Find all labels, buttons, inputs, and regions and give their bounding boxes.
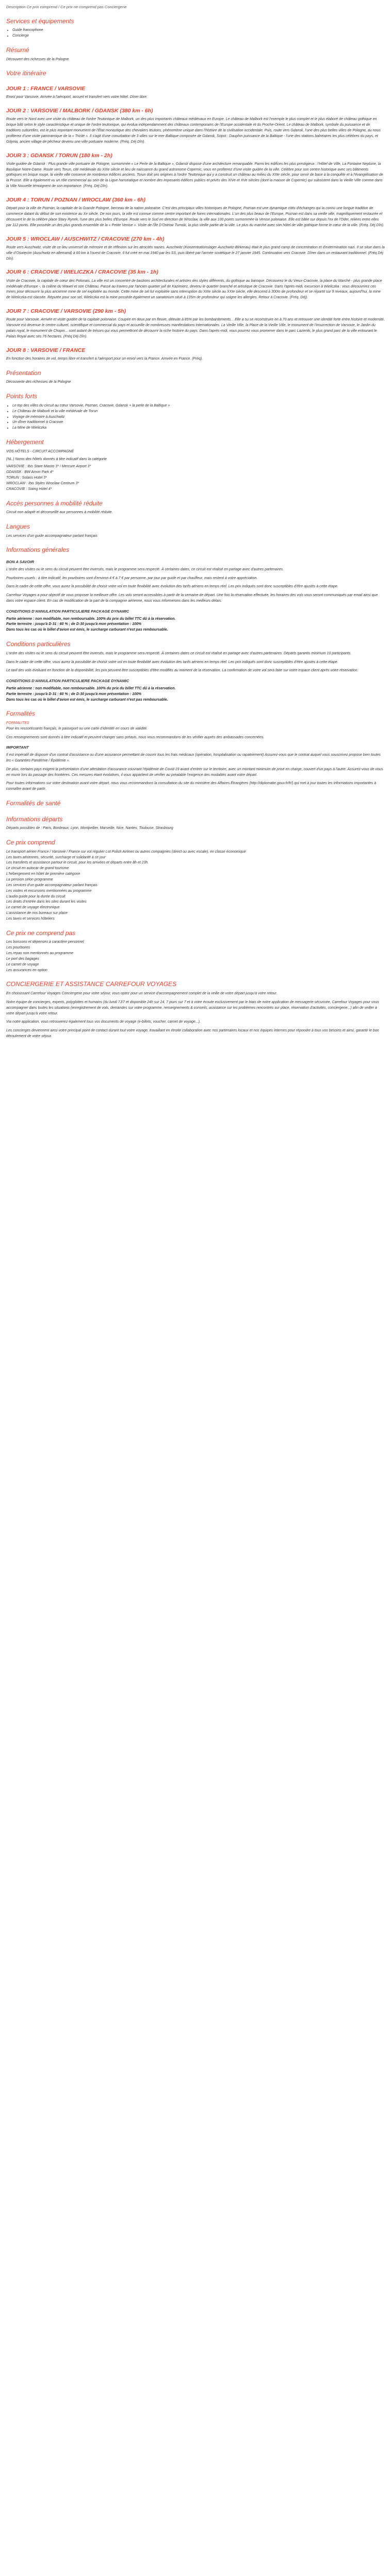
day-title: JOUR 1 : FRANCE / VARSOVIE (6, 85, 86, 92)
conditions-title: Conditions particulières (6, 640, 71, 648)
languages-title: Langues (6, 523, 30, 531)
departure-text: Départs possibles de : Paris, Bordeaux, Lyon, Montpellier, Marseille, Nice, Nantes, Toulouse, Strasbourg (6, 826, 173, 831)
concierge-paragraph: Via notre application, vous retrouverez également tous vos documents de voyage (e-billets, voucher, carnet de voyage...). (6, 1020, 201, 1024)
lodging-list (6, 464, 385, 492)
day-text: Route vers Auschwitz, visite de ce lieu universel de mémoire et de réflexion sur les atrocités nazies. Auschwitz (Konzentrationslager Auschwitz-Birkenau) était le plus grand camp de concentration et d'extermination nazi. Il se situe dans la ville d'Oświęcim (Auschwitz en allemand) à 60 km à l'ouest de Cracovie. Il fut créé en mai 1940 par les SS, puis libéré par l'armée soviétique le 27 janvier 1945. Continuation vers Cracovie. Dîner dans un restaurant traditionnel. (Fréq Déj Dîn). (6, 245, 385, 261)
cancel-line: Partie aérienne : non modifiable, non remboursable. 100% du prix du billet TTC dû à la réservation. (6, 617, 176, 621)
itinerary-day (6, 196, 385, 229)
resume-text: Découvert des richesses de la Pologne (6, 57, 69, 61)
breadcrumb: Description Ce prix comprend / Ce prix ne comprend pas Conciergerie (6, 5, 127, 9)
itinerary-day (6, 235, 385, 262)
list-item: Les taxes et services hôteliers (6, 917, 55, 921)
day-text: Visite guidée de Gdansk : Plus grande ville portuaire de Pologne, surnommée « Le Perle de la Baltique », Gdansk dispose d'une architecture remarquable. Parmi les édifices les plus prestigieux : l'Hôtel de Ville, La Fontaine Neptune, la Basilique Notre-Dame. Route vers Torun, cité médiévale du XIIIe siècle et lieu de naissance du grand astronome Copernic, vous en profiterez d'une visite guidée de la ville. Célèbre pour son centre historique avec ses bâtiments gothiques en brique rouge, la vieille ville conserve de nombreux édifices anciens. Torun doit ses origines à l'ordre Teutonique qui y a construit un château au milieu du XIIIe siècle, pour servir de base à la conquête et à l'évangélisation de la Prusse. Elle a également vu un rôle commercial au sein de la Ligue hanséatique et nombre des imposants édifices publics et privés des XIVe et XVe siècles (dont la maison de Copernic) qui subsistent dans la Vieille Ville comme dans la Ville Nouvelle témoignent de son importance. (Fréq. Déj Dîn). (6, 162, 383, 189)
list-item: TORUN : Solaris Hotel 3* (6, 476, 47, 480)
day-title: JOUR 8 : VARSOVIE / FRANCE (6, 347, 86, 353)
concierge-title: CONCIERGERIE ET ASSISTANCE CARREFOUR VOYAGES (6, 980, 177, 988)
day-title: JOUR 4 : TORUN / POZNAN / WROCLAW (360 km - 6h) (6, 197, 145, 204)
not-included-list (6, 940, 385, 973)
day-title: JOUR 3 : GDANSK / TORUN (180 km - 2h) (6, 152, 112, 159)
cancel-line: Dans tous les cas où le billet d'avion est émis, le surcharge carburant n'est pas remboursable. (6, 698, 168, 702)
itinerary-day (6, 346, 385, 362)
services-title: Services et équipements (6, 17, 74, 25)
general-info-subtitle: BON A SAVOIR (6, 560, 34, 565)
important-paragraph: Il est impératif de disposer d'un contrat d'assistance ou d'une assurance permettant de couvrir tous les frais médicaux (opération, hospitalisation ou rapatriement) Assurez-vous que le contrat auquel vous souscrivez propose bien toutes les « Garanties Pandémie / Épidémie ». (6, 753, 381, 762)
access-text: Circuit non adapté et déconseillé aux personnes à mobilité réduite. (6, 511, 113, 515)
itinerary-title: Votre itinéraire (6, 70, 46, 77)
highlights-list (6, 403, 385, 431)
formalities-paragraph: Pour les ressortissants français, le passeport ou une carte d'identité en cours de validité. (6, 726, 148, 731)
formalities-title: Formalités (6, 710, 36, 718)
not-included-title: Ce prix ne comprend pas (6, 929, 76, 937)
list-item: La pension selon programme (6, 878, 53, 882)
highlights-title: Points forts (6, 393, 38, 400)
itinerary-day (6, 151, 385, 190)
cancel-title: CONDITIONS D'ANNULATION PARTICULIERE PACKAGE DYNAMIC (6, 679, 129, 684)
departure-title: Informations départs (6, 815, 63, 823)
general-info-paragraph: Dans le cadre de cette offre, vous aurez la possibilité de choisir votre vol en toute flexibilité avec évolution des tarifs aériens en temps réel. Les prix indiqués sont donc susceptibles d'être ajustés à cette étape. (6, 585, 338, 589)
list-item: Le circuit en autocar de grand tourisme (6, 867, 69, 871)
access-title: Accès personnes à mobilité réduite (6, 499, 103, 507)
list-item: • Un dîner traditionnel à Cracovie (12, 420, 385, 426)
itinerary-day (6, 84, 385, 100)
presentation-text: Découverte des richesses de la Pologne (6, 380, 71, 384)
list-item: • Concierge (12, 33, 385, 39)
included-list (6, 850, 385, 922)
cancel-line: Partie terrestre : jusqu'à D-31 : 60 % ; de D-30 jusqu'à mon présentation : 100% (6, 622, 142, 626)
general-info-title: Informations générales (6, 546, 70, 554)
list-item: Le port des bagages (6, 957, 39, 961)
cancel-line: Partie aérienne : non modifiable, non remboursable. 100% du prix du billet TTC dû à la réservation. (6, 686, 176, 690)
page (0, 0, 391, 1053)
list-item: WROCLAW : Ibis Styles Wroclaw Centrum 3* (6, 481, 79, 485)
health-title: Formalités de santé (6, 800, 61, 807)
list-item: Les services d'un guide accompagnateur parlant français (6, 883, 97, 887)
formalities-paragraph: Ces renseignements sont donnés à titre indicatif et peuvent changer sans préavis, nous vous recommandons de les vérifier auprès des ambassades concernées. (6, 735, 265, 739)
concierge-paragraph: Notre équipe de concierges, experts, polyglottes et humains (du lundi 7J/7 et disponible 24h sur 24, 7 jours sur 7 et à votre écoute exclusivement par le biais de notre application de messagerie sécurisée, Carrefour Voyages pour vous accompagner dans toutes les situations (enregistrement de vols, demandes sur votre programme, renseignements & conseils, assistance sur les problèmes rencontrés sur place, réservation d'activités, conciergerie...) afin de veiller à votre départ jusqu'à votre retour. (6, 1000, 379, 1015)
resume-title: Résumé (6, 46, 29, 54)
conditions-paragraph: L'ordre des visites ou le sens du circuit peuvent être inversés, mais le programme sera respecté. À certaines dates ce circuit est réalisé en partage avec d'autres partenaires. Départs garantis minimum 10 participants. (6, 651, 352, 655)
list-item: Le carnet de voyage électronique (6, 906, 60, 910)
general-info-paragraph: Carrefour Voyages a pour objectif de vous proposer la meilleure offre. Les vols seront accessibles à partir de la semaine de départ. Une fois la réservation effectuée, les horaires des vols vous seront communiqués par email ainsi que dans votre espace client. En cas de modification de la part de la compagnie aérienne, nous vous informerons dans les meilleurs délais. (6, 594, 378, 603)
cancel-line: Partie terrestre : jusqu'à D-31 : 60 % ; de D-30 jusqu'à mon présentation : 100% (6, 692, 142, 696)
list-item: GDANSK : BW Amon Park 4* (6, 470, 54, 474)
languages-text: Les services d'un guide accompagnateur parlant français (6, 534, 97, 538)
conditions-paragraph: Le tarif des vols évoluant en fonction de la disponibilité, les prix peuvent être susceptibles d'être modifiés au moment de la réservation. La confirmation de votre vol sera faite sur votre espace client après votre réservation. (6, 669, 359, 673)
concierge-paragraph: Les concierges deviennent ainsi votre principal point de contact durant tout votre voyage, travaillant en étroite collaboration avec nos partenaires locaux et nos équipes internes pour répondre à tous vos besoins et ainsi, garantir le bon déroulement de votre séjour. (6, 1029, 379, 1039)
list-item: Les transferts et assistance partout le circuit, pour les arrivées et départs entre 8h et 23h. (6, 861, 149, 865)
day-text: Route pour Varsovie. Arrivée et visite guidée de la capitale polonaise. Coupée en deux par en fleuve, détruite à 85% par les bombardements... Elle a su se reconstruire en à 70 ans et retrouver une identité forte entre histoire et modernité. Varsovie est devenue le centre culturel, scientifique et commercial du pays et accueille de nombreuses manifestations internationales. La Vieille Ville, la Place de la Vieille Ville, le monument de l'Insurrection de Varsovie, le Jardin du palais royal, le monument de Chopin... sont autant de trésors qui vous permettront de découvrir la riche histoire du pays. Dans l'après-midi, vous pourrez vous promener dans le parc Lazienki, le plus grand parc de la ville entourant le Palais Royal avec ses 76 hectares. (Fréq Déj Dîn). (6, 318, 385, 338)
list-item: • Guide francophone (12, 28, 385, 33)
list-item: • Le Château de Malbork et la ville médiévale de Torun (12, 409, 385, 415)
presentation-title: Présentation (6, 369, 41, 377)
day-text: Envol pour Varsovie. Arrivée à l'aéroport, accueil et transfert vers votre hôtel. Dîner libre. (6, 95, 148, 99)
lodging-title: Hébergement (6, 438, 44, 446)
cancel-title: CONDITIONS D'ANNULATION PARTICULIERE PACKAGE DYNAMIC (6, 608, 129, 614)
list-item: Les boissons et dépenses à caractère personnel (6, 940, 84, 944)
list-item: L'assistance de nos bureaux sur place (6, 911, 68, 916)
cancel-line: Dans tous les cas où le billet d'avion est émis, le surcharge carburant n'est pas remboursable. (6, 628, 168, 632)
list-item: • Le top des villes du circuit au cœur Varsovie, Poznan, Cracovie, Gdansk + la perle de la Baltique » (12, 403, 385, 409)
itinerary-day (6, 268, 385, 301)
itinerary-day (6, 307, 385, 340)
day-text: Route vers le Nord avec une visite du château de l'ordre Teutonique de Malbork, un des plus importants châteaux médiévaux en Europe. Le château de Malbork est l'exemple le plus complet et le plus élaboré de château gothique en brique bâti selon le style caractéristique et unique de l'ordre teutonique, qui évolua indépendamment des châteaux contemporains de l'Europe occidentale et du Proche-Orient. Le château de Malbork, symbole du puissance et de traditions culturelles, est le plus important monument de l'État monastique des chevaliers teutons, phénomène unique dans l'histoire de la civilisation occidentale. Puis, route vers Gdansk, l'une des plus belles villes de Pologne, au nous profiterez d'une visite panoramique de la « Tricité ». Il s'agit d'une conurbation de 3 villes sur le mer Baltique composée de Gdansk, Sopot : Dauphin puissance de la Baltique - l'une des stations balnéaires les plus célèbres du pays, et Gdynia, ancien village de pêcheur devenu une ville portuaire moderne. (Fréq. Déj Dîn). (6, 117, 381, 144)
concierge-paragraph: En choisissant Carrefour Voyages Conciergerie pour votre séjour, vous optez pour un service d'accompagnement complet de la veille de votre départ jusqu'à votre retour. (6, 992, 278, 995)
formalities-label: FORMALITES (6, 721, 29, 725)
day-title: JOUR 7 : CRACOVIE / VARSOVIE (290 km - 5h) (6, 308, 126, 315)
list-item: Les droits d'entrée dans les sites durant les visites (6, 900, 87, 904)
list-item: Les pourboires (6, 946, 30, 950)
list-item: Le carnet de voyage (6, 962, 39, 967)
lodging-note: (NL.) Noms des hôtels donnés à titre indicatif dans la catégorie (6, 457, 107, 461)
list-item: L'audio guide pour la durée du circuit (6, 894, 66, 899)
day-title: JOUR 6 : CRACOVIE / WIELICZKA / CRACOVIE (35 km - 1h) (6, 269, 158, 276)
list-item: CRACOVIE : Swing Hotel 4* (6, 487, 52, 491)
list-item: Les taxes aériennes, sécurité, surcharge et solidarité à ce jour (6, 855, 106, 859)
list-item: Les repas non mentionnés au programme (6, 952, 73, 956)
list-item: • La Mine de Wieliczka (12, 426, 385, 431)
important-title: IMPORTANT (6, 745, 29, 750)
list-item: VARSOVIE : Ibis Stare Miasto 3* / Mercure Airport 3* (6, 465, 91, 469)
day-text: En fonction des horaires de vol, temps libre et transfert à l'aéroport pour un envol vers la France. Arrivée en France. (Fréq). (6, 357, 203, 361)
list-item: Les visites et excursions mentionnées au programme (6, 889, 92, 893)
included-title: Ce prix comprend (6, 839, 55, 846)
services-list (6, 28, 385, 39)
general-info-paragraph: Pourboires usuels : à titre indicatif, les pourboires sont d'environ 4 € à 7 € par personne, par jour par guide et par chauffeur, mais restent à votre appréciation. (6, 576, 258, 580)
important-paragraph: Pour toutes informations sur votre destination avant votre départ, nous vous recommandons la consultation du site du ministère des Affaires Étrangères (http://diplomatie.gouv.fr/fr/) qui met à jour toutes les informations importantes à connaître avant de partir. (6, 782, 377, 791)
day-text: Départ pour la ville de Poznan, la capitale de la Grande Pologne, berceau de la nation polonaise. C'est des principaux villes historiques de Pologne, Poznan est une dynamique cités d'échanges qui la connu une longue tradition de commerce datant du début de son existence au Xe siècle. De nos jours, la ville est connue comme centre important de foires internationales. L'un des plus beaux de l'Europe, Poznan est dans sa vieille ville, magnifiquement restaurée et découvert le de la célèbre place Stary Rynek, l'une des plus belles d'Europe. Route vers le Sud en direction de Wroclaw, la ville aux 100 points surnommée la Venise polonaise. Elle est bâtie sur depuis l'ex de l'Oder, reliées entre elles par 112 ponts. Elle possède un des plus grands ensemble de la « Petite Venise ». Visite de l'Île D'Ostrow Tumski, la plus vieille partie de la ville. Le plus du marché avec son hôtel de ville gothique forme le cœur de la ville. (Fréq. Déj Dîn). (6, 207, 384, 227)
day-title: JOUR 5 : WROCLAW / AUSCHWITZ / CRACOVIE (270 km - 4h) (6, 235, 165, 242)
list-item: • Voyage de mémoire à Auschwitz (12, 415, 385, 420)
day-title: JOUR 2 : VARSOVIE / MALBORK / GDANSK (380 km - 6h) (6, 108, 153, 114)
list-item: Les assurances en option (6, 968, 47, 972)
lodging-intro: VOS HÔTELS - CIRCUIT ACCOMPAGNÉ (6, 449, 74, 453)
conditions-paragraph: Dans le cadre de cette offre, vous aurez la possibilité de choisir votre vol en toute flexibilité avec évolution des tarifs aériens en temps réel. Les prix indiqués sont donc susceptibles d'être ajustés à cette étape. (6, 660, 338, 664)
general-info-paragraph: L'ordre des visites ou le sens du circuit peuvent être inversés, mais le programme sera respecté. À certaines dates, ce circuit est réalisé en partage avec d'autres partenaires. (6, 567, 284, 571)
important-paragraph: De plus, certains pays exigent la présentation d'une attestation d'assurance couvrant l'épidémie de Covid-19 avant d'entrer sur le territoire, avec un montant minimum de prise en charge, couvert d'un pays à l'autre. Assurez-vous de vous en munir lors du passage des frontières. Ces mesures étant évolutives, il vous appartient de vérifier au préalable l'exigence des modalités avant votre départ. (6, 767, 383, 777)
day-text: Visite de Cracovie, la capitale de cœur des Polonais. La ville est un concentré de bastions architecturales et artistes des styles différents, du gothique au baroque. Découvrez le du Vieux-Cracovie, la place du Marché - plus grande place médiévale d'Europe -, la colline du Wawel et son Château. Passé au travers par l'ancien quartier juif de Kazimierz, devenu le quartier branché et artistique de Cracovie. Dans l'après-midi, excursion à Wieliczka : vous découvrirez ces mines pour découvrir la plus ancienne mine de sel exploitée au monde. Cette mine de sel fut exploitée sans interruption du XIIIe siècle au XXIe siècle, elle descend à 300m de profondeur et se répartit sur 9 niveaux, aujourd'hui, la mine de Wieliczka est classée. Réputée pour son sel, Wieliczka est la mine possède également un sanatorium situé à 135m de profondeur qui soigne les allergies. Retour à Cracovie. (Fréq. Déj). (6, 279, 382, 300)
list-item: L'hébergement en hôtel de première catégorie (6, 872, 80, 876)
itinerary-day (6, 107, 385, 145)
list-item: Le transport aérien France / Varsovie / France sur vol régulier Lot Polish Airlines ou autres compagnies (direct ou avec escale), en classe économique (6, 850, 246, 854)
